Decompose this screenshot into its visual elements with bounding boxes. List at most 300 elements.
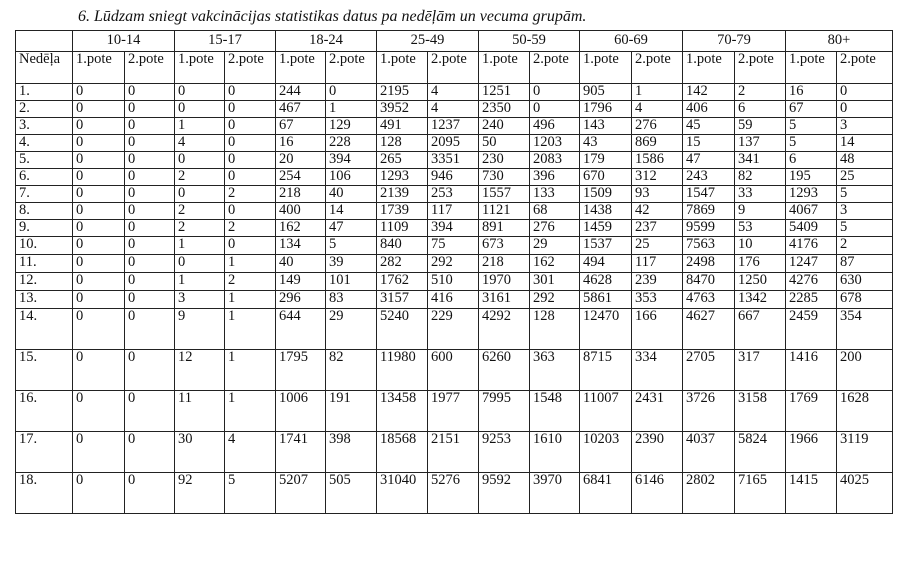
value-cell: 68 [530,203,580,220]
week-cell: 1. [16,84,73,101]
value-cell: 0 [125,220,175,237]
value-cell: 129 [326,118,377,135]
value-cell: 48 [837,152,893,169]
value-cell: 45 [683,118,735,135]
value-cell: 143 [580,118,632,135]
dose-2-header: 2.pote [632,52,683,84]
value-cell: 1415 [786,473,837,514]
value-cell: 59 [735,118,786,135]
value-cell: 0 [125,350,175,391]
value-cell: 16 [786,84,837,101]
value-cell: 243 [683,169,735,186]
value-cell: 494 [580,255,632,273]
value-cell: 0 [225,84,276,101]
value-cell: 1586 [632,152,683,169]
value-cell: 0 [73,101,125,118]
value-cell: 162 [530,255,580,273]
value-cell: 1 [225,309,276,350]
table-row [16,84,893,101]
value-cell: 93 [632,186,683,203]
value-cell: 1557 [479,186,530,203]
value-cell: 276 [632,118,683,135]
value-cell: 237 [632,220,683,237]
value-cell: 12470 [580,309,632,350]
value-cell: 1237 [428,118,479,135]
value-cell: 1 [175,237,225,255]
value-cell: 7165 [735,473,786,514]
value-cell: 5276 [428,473,479,514]
value-cell: 67 [786,101,837,118]
value-cell: 4067 [786,203,837,220]
value-cell: 0 [225,152,276,169]
week-cell: 2. [16,101,73,118]
value-cell: 0 [73,255,125,273]
value-cell: 218 [276,186,326,203]
table-row [16,169,893,186]
value-cell: 0 [175,101,225,118]
value-cell: 142 [683,84,735,101]
value-cell: 2431 [632,391,683,432]
value-cell: 3119 [837,432,893,473]
value-cell: 1293 [786,186,837,203]
value-cell: 0 [125,101,175,118]
value-cell: 40 [326,186,377,203]
value-cell: 5824 [735,432,786,473]
value-cell: 5861 [580,291,632,309]
value-cell: 1121 [479,203,530,220]
dose-1-header: 1.pote [580,52,632,84]
week-cell: 4. [16,135,73,152]
value-cell: 491 [377,118,428,135]
week-cell: 15. [16,350,73,391]
value-cell: 0 [73,473,125,514]
value-cell: 0 [125,118,175,135]
age-group-header: 15-17 [175,31,276,52]
value-cell: 4025 [837,473,893,514]
value-cell: 5 [786,118,837,135]
value-cell: 83 [326,291,377,309]
table-row [16,432,893,473]
value-cell: 400 [276,203,326,220]
value-cell: 29 [326,309,377,350]
value-cell: 2350 [479,101,530,118]
value-cell: 9253 [479,432,530,473]
value-cell: 13458 [377,391,428,432]
value-cell: 1251 [479,84,530,101]
value-cell: 12 [175,350,225,391]
value-cell: 47 [326,220,377,237]
value-cell: 5 [786,135,837,152]
value-cell: 2151 [428,432,479,473]
week-cell: 17. [16,432,73,473]
value-cell: 3161 [479,291,530,309]
value-cell: 117 [632,255,683,273]
value-cell: 2 [175,203,225,220]
value-cell: 840 [377,237,428,255]
value-cell: 363 [530,350,580,391]
value-cell: 6 [735,101,786,118]
value-cell: 2 [175,169,225,186]
value-cell: 667 [735,309,786,350]
dose-2-header: 2.pote [530,52,580,84]
value-cell: 11 [175,391,225,432]
value-cell: 354 [837,309,893,350]
value-cell: 0 [837,101,893,118]
value-cell: 292 [530,291,580,309]
value-cell: 4176 [786,237,837,255]
table-row [16,473,893,514]
value-cell: 0 [225,135,276,152]
vaccination-table [15,30,893,514]
value-cell: 4628 [580,273,632,291]
dose-2-header: 2.pote [735,52,786,84]
value-cell: 905 [580,84,632,101]
value-cell: 25 [837,169,893,186]
value-cell: 496 [530,118,580,135]
value-cell: 33 [735,186,786,203]
value-cell: 1 [225,291,276,309]
value-cell: 0 [225,118,276,135]
value-cell: 1977 [428,391,479,432]
value-cell: 2390 [632,432,683,473]
value-cell: 0 [175,152,225,169]
value-cell: 276 [530,220,580,237]
table-row [16,135,893,152]
value-cell: 644 [276,309,326,350]
value-cell: 1769 [786,391,837,432]
dose-1-header: 1.pote [73,52,125,84]
value-cell: 20 [276,152,326,169]
value-cell: 505 [326,473,377,514]
table-row [16,291,893,309]
value-cell: 39 [326,255,377,273]
value-cell: 6260 [479,350,530,391]
value-cell: 1741 [276,432,326,473]
value-cell: 1 [326,101,377,118]
value-cell: 0 [125,255,175,273]
value-cell: 1509 [580,186,632,203]
week-cell: 12. [16,273,73,291]
table-row [16,220,893,237]
value-cell: 0 [73,273,125,291]
value-cell: 1537 [580,237,632,255]
value-cell: 2802 [683,473,735,514]
value-cell: 1438 [580,203,632,220]
value-cell: 195 [786,169,837,186]
value-cell: 239 [632,273,683,291]
value-cell: 254 [276,169,326,186]
value-cell: 2459 [786,309,837,350]
week-cell: 16. [16,391,73,432]
value-cell: 0 [73,152,125,169]
value-cell: 75 [428,237,479,255]
value-cell: 353 [632,291,683,309]
week-cell: 18. [16,473,73,514]
value-cell: 4 [428,84,479,101]
value-cell: 5 [326,237,377,255]
value-cell: 0 [73,391,125,432]
value-cell: 31040 [377,473,428,514]
value-cell: 0 [73,203,125,220]
value-cell: 1250 [735,273,786,291]
value-cell: 42 [632,203,683,220]
age-group-header: 25-49 [377,31,479,52]
value-cell: 5240 [377,309,428,350]
table-row [16,152,893,169]
value-cell: 11980 [377,350,428,391]
age-group-header: 70-79 [683,31,786,52]
value-cell: 1610 [530,432,580,473]
week-cell: 3. [16,118,73,135]
value-cell: 128 [530,309,580,350]
value-cell: 0 [73,220,125,237]
table-row [16,391,893,432]
week-cell: 6. [16,169,73,186]
value-cell: 2083 [530,152,580,169]
document-title: 6. Lūdzam sniegt vakcinācijas statistikas datus pa nedēļām un vecuma grupām. [78,8,587,25]
value-cell: 4292 [479,309,530,350]
value-cell: 1109 [377,220,428,237]
dose-2-header: 2.pote [125,52,175,84]
value-cell: 0 [225,203,276,220]
value-cell: 2 [225,220,276,237]
value-cell: 0 [73,237,125,255]
value-cell: 128 [377,135,428,152]
value-cell: 1247 [786,255,837,273]
value-cell: 25 [632,237,683,255]
value-cell: 4037 [683,432,735,473]
table-row [16,350,893,391]
week-cell: 11. [16,255,73,273]
value-cell: 11007 [580,391,632,432]
value-cell: 0 [125,169,175,186]
age-group-header: 10-14 [73,31,175,52]
value-cell: 510 [428,273,479,291]
value-cell: 0 [125,391,175,432]
value-cell: 5207 [276,473,326,514]
value-cell: 15 [683,135,735,152]
value-cell: 133 [530,186,580,203]
value-cell: 1 [175,273,225,291]
value-cell: 4763 [683,291,735,309]
value-cell: 1739 [377,203,428,220]
dose-1-header: 1.pote [786,52,837,84]
value-cell: 1796 [580,101,632,118]
value-cell: 3158 [735,391,786,432]
corner-cell [16,31,73,52]
value-cell: 0 [73,309,125,350]
age-group-header: 18-24 [276,31,377,52]
value-cell: 7869 [683,203,735,220]
value-cell: 334 [632,350,683,391]
age-group-header: 50-59 [479,31,580,52]
value-cell: 341 [735,152,786,169]
value-cell: 678 [837,291,893,309]
value-cell: 0 [326,84,377,101]
value-cell: 406 [683,101,735,118]
value-cell: 0 [73,84,125,101]
value-cell: 3970 [530,473,580,514]
week-cell: 5. [16,152,73,169]
value-cell: 0 [175,186,225,203]
value-cell: 2285 [786,291,837,309]
value-cell: 5409 [786,220,837,237]
value-cell: 9592 [479,473,530,514]
value-cell: 673 [479,237,530,255]
value-cell: 1762 [377,273,428,291]
value-cell: 0 [73,291,125,309]
value-cell: 5 [837,220,893,237]
value-cell: 7563 [683,237,735,255]
table-row [16,186,893,203]
value-cell: 4 [632,101,683,118]
value-cell: 0 [125,291,175,309]
value-cell: 191 [326,391,377,432]
table-row [16,309,893,350]
value-cell: 166 [632,309,683,350]
value-cell: 394 [326,152,377,169]
value-cell: 0 [125,432,175,473]
value-cell: 1 [175,118,225,135]
week-cell: 7. [16,186,73,203]
value-cell: 2705 [683,350,735,391]
value-cell: 398 [326,432,377,473]
value-cell: 0 [73,169,125,186]
value-cell: 228 [326,135,377,152]
value-cell: 2195 [377,84,428,101]
value-cell: 317 [735,350,786,391]
value-cell: 296 [276,291,326,309]
value-cell: 0 [837,84,893,101]
value-cell: 4627 [683,309,735,350]
value-cell: 10 [735,237,786,255]
value-cell: 30 [175,432,225,473]
value-cell: 0 [125,473,175,514]
value-cell: 1795 [276,350,326,391]
value-cell: 40 [276,255,326,273]
value-cell: 730 [479,169,530,186]
value-cell: 416 [428,291,479,309]
dose-2-header: 2.pote [326,52,377,84]
week-cell: 13. [16,291,73,309]
value-cell: 869 [632,135,683,152]
value-cell: 1 [225,350,276,391]
value-cell: 6 [786,152,837,169]
value-cell: 0 [73,432,125,473]
value-cell: 0 [225,169,276,186]
value-cell: 0 [125,309,175,350]
value-cell: 117 [428,203,479,220]
value-cell: 2 [225,186,276,203]
value-cell: 7995 [479,391,530,432]
value-cell: 16 [276,135,326,152]
value-cell: 14 [326,203,377,220]
week-header: Nedēļa [16,52,73,84]
dose-header-row [16,52,893,84]
value-cell: 5 [837,186,893,203]
value-cell: 0 [125,186,175,203]
value-cell: 282 [377,255,428,273]
value-cell: 0 [73,186,125,203]
value-cell: 3351 [428,152,479,169]
value-cell: 0 [125,237,175,255]
table-row [16,203,893,220]
value-cell: 0 [175,84,225,101]
value-cell: 946 [428,169,479,186]
value-cell: 1459 [580,220,632,237]
table-row [16,237,893,255]
value-cell: 18568 [377,432,428,473]
value-cell: 240 [479,118,530,135]
value-cell: 2 [837,237,893,255]
value-cell: 244 [276,84,326,101]
value-cell: 0 [225,101,276,118]
value-cell: 3 [837,203,893,220]
value-cell: 50 [479,135,530,152]
value-cell: 312 [632,169,683,186]
value-cell: 467 [276,101,326,118]
table-row [16,255,893,273]
value-cell: 1966 [786,432,837,473]
value-cell: 2139 [377,186,428,203]
value-cell: 82 [735,169,786,186]
value-cell: 0 [73,118,125,135]
value-cell: 4 [225,432,276,473]
dose-2-header: 2.pote [428,52,479,84]
value-cell: 0 [73,135,125,152]
value-cell: 9599 [683,220,735,237]
value-cell: 67 [276,118,326,135]
value-cell: 229 [428,309,479,350]
value-cell: 6146 [632,473,683,514]
value-cell: 0 [73,350,125,391]
value-cell: 101 [326,273,377,291]
value-cell: 394 [428,220,479,237]
value-cell: 9 [735,203,786,220]
value-cell: 4 [428,101,479,118]
age-group-header: 80+ [786,31,893,52]
value-cell: 4 [175,135,225,152]
value-cell: 137 [735,135,786,152]
value-cell: 0 [125,273,175,291]
table-row [16,101,893,118]
value-cell: 0 [125,135,175,152]
value-cell: 301 [530,273,580,291]
dose-1-header: 1.pote [683,52,735,84]
value-cell: 82 [326,350,377,391]
value-cell: 176 [735,255,786,273]
value-cell: 8470 [683,273,735,291]
value-cell: 47 [683,152,735,169]
value-cell: 0 [175,255,225,273]
value-cell: 1006 [276,391,326,432]
value-cell: 43 [580,135,632,152]
value-cell: 891 [479,220,530,237]
value-cell: 1628 [837,391,893,432]
value-cell: 1970 [479,273,530,291]
value-cell: 1416 [786,350,837,391]
value-cell: 253 [428,186,479,203]
value-cell: 0 [530,101,580,118]
value-cell: 396 [530,169,580,186]
value-cell: 1548 [530,391,580,432]
table-row [16,118,893,135]
value-cell: 0 [530,84,580,101]
value-cell: 149 [276,273,326,291]
value-cell: 53 [735,220,786,237]
value-cell: 87 [837,255,893,273]
value-cell: 3 [837,118,893,135]
